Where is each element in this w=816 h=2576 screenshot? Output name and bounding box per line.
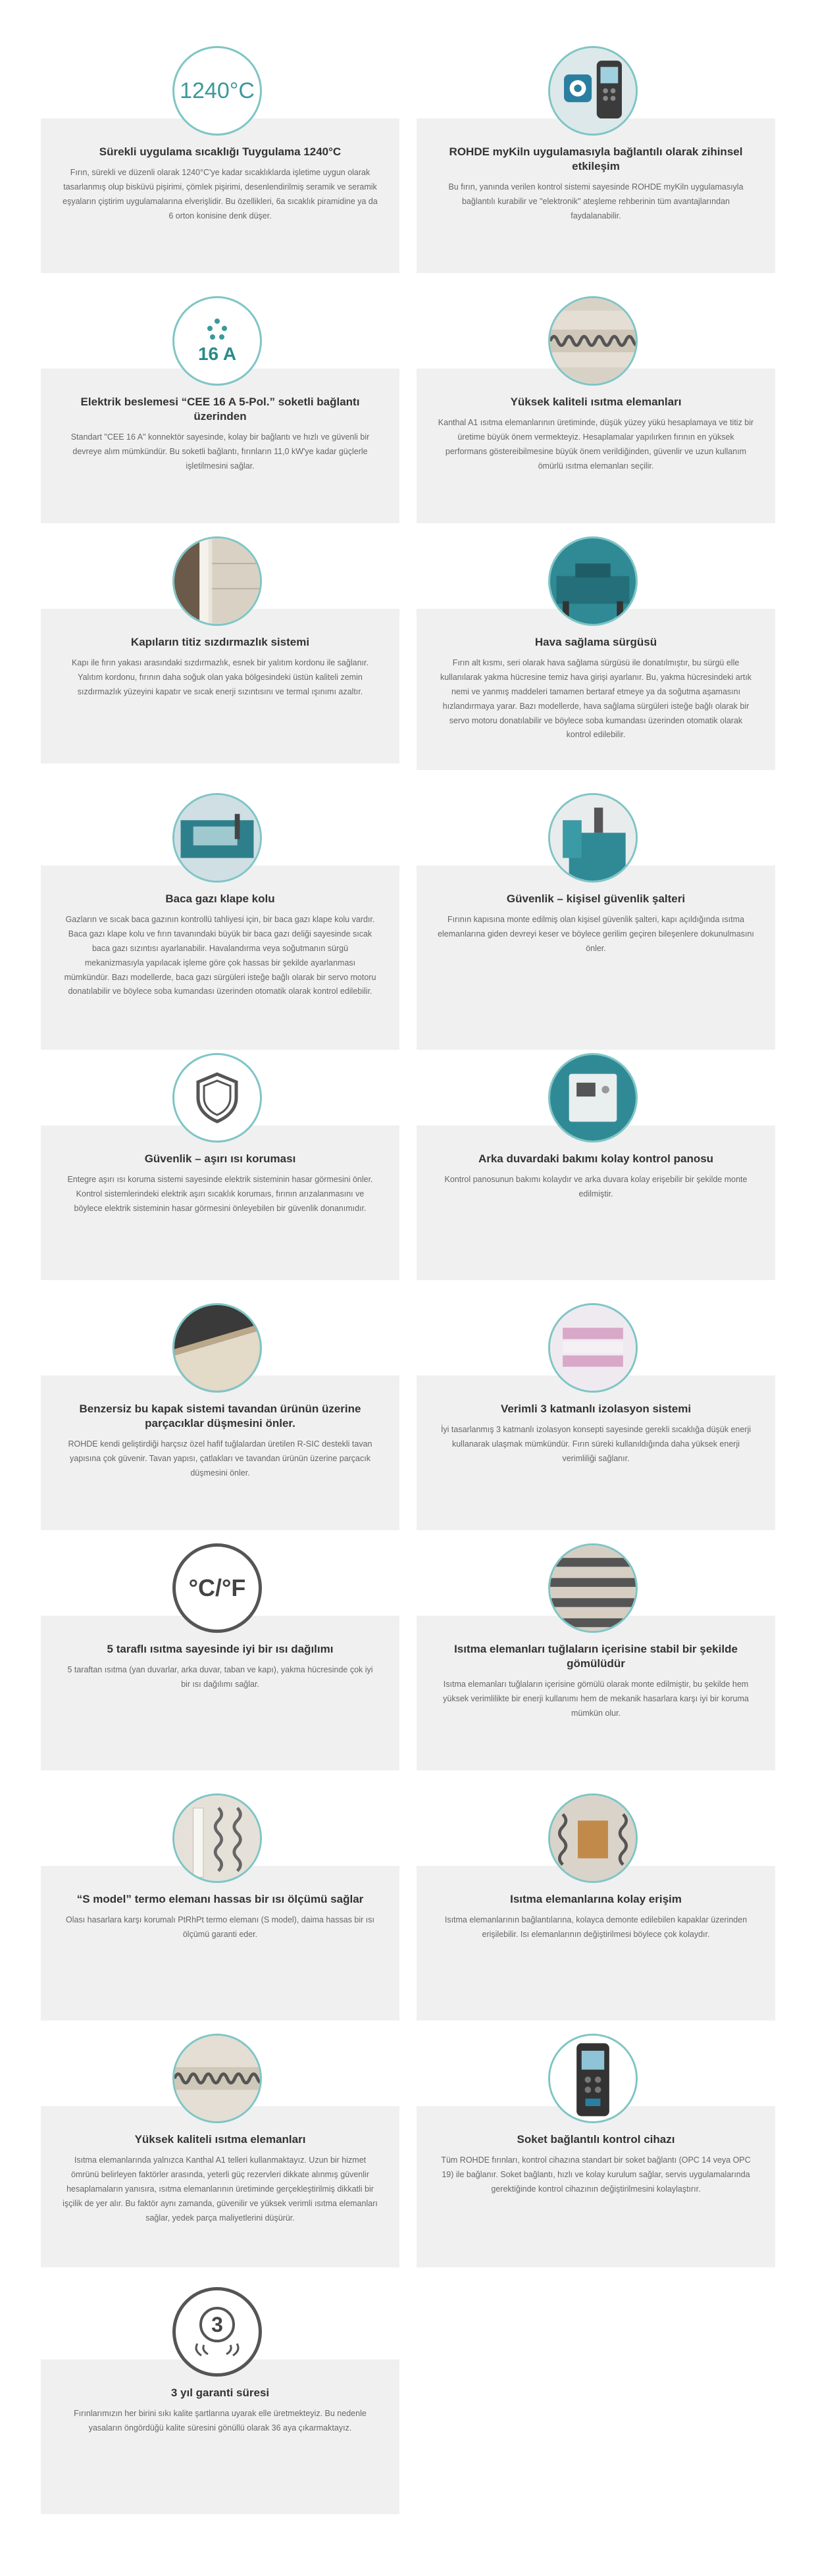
- temperature-1240-icon: [172, 46, 262, 136]
- feature-text: Bu fırın, yanında verilen kontrol sistemi sayesinde ROHDE myKiln uygulamasıyla bağlantılı kurabilir ve "elektronik" ateşleme rehberinin tüm avantajlarından faydalanabilir.: [448, 182, 744, 220]
- warranty-3-icon: [172, 2287, 262, 2377]
- feature-title: Arka duvardaki bakımı kolay kontrol panosu: [478, 1152, 714, 1165]
- feature-text: Standart "CEE 16 A" konnektör sayesinde, kolay bir bağlantı ve hızlı ve güvenli bir devreye alım mümkündür. Bu soketli bağlantı, fırınların 11,0 kW'ye kadar güçlerle işletilmesini sağlar.: [70, 432, 370, 471]
- icon-text: 3: [211, 2312, 223, 2336]
- icon-text: 16 A: [197, 344, 237, 364]
- controller-device-image: [550, 2036, 636, 2121]
- icon-text: 1240°C: [180, 78, 255, 103]
- feature-title: Hava sağlama sürgüsü: [534, 636, 657, 648]
- feature-title: Baca gazı klape kolu: [165, 892, 275, 905]
- element-access-icon: [548, 1793, 638, 1883]
- plug-16a-icon: [172, 296, 262, 386]
- feature-card-insulation: [417, 1376, 775, 1530]
- warranty-number-badge: [199, 2307, 235, 2342]
- heating-coil-image: [550, 298, 636, 384]
- shield-shape: [194, 1071, 240, 1124]
- feature-text: Kanthal A1 ısıtma elemanlarının üretiminde, düşük yüzey yükü hesaplamaya ve titiz bir üretime büyük önem vermekteyiz. Hesaplamalar yapılırken fırının en yüksek performans göstereibilmesine büyük önem verildiğinden, güvenlir ve uzun kullanım ömürlü ısıtma elemanları seçilir.: [438, 418, 754, 471]
- feature-card-heating-elements: [417, 369, 775, 523]
- feature-text: Fırın alt kısmı, seri olarak hava sağlama sürgüsü ile donatılmıştır, bu sürgü elle kullanılarak yakma hücresine temiz hava girişi ayarlanır. Bu, yakma hücresindeki artık nemi ve yanmış maddeleri tamamen bertaraf etmeye ya da soğutma aşamasını hızlandırmaya yarar. Bazı modellerde, hava sağlama sürgüleri isteğe bağlı olarak bir servo motoru donatılabilir ve böylece soba kumandası üzerinden otomatik olarak kontrol edilebilir.: [440, 658, 752, 740]
- flue-lever-icon: [172, 793, 262, 883]
- insulation-layers-image: [550, 1305, 636, 1391]
- heating-coil-icon: [172, 2034, 262, 2123]
- feature-title: Verimli 3 katmanlı izolasyon sistemi: [500, 1403, 692, 1415]
- feature-card-door-seal: [41, 609, 399, 763]
- feature-text: Tüm ROHDE fırınları, kontrol cihazına standart bir soket bağlantı (OPC 14 veya OPC 19) ile bağlanır. Soket bağlantı, hızlı ve kolay kurulum sağlar, servis uygulamalarında gerektiğinde kontrol cihazının değiştirilmesini kolaylaştırır.: [441, 2155, 751, 2194]
- feature-card-power-supply: [41, 369, 399, 523]
- feature-title: Kapıların titiz sızdırmazlık sistemi: [130, 636, 310, 648]
- control-panel-icon: [548, 1053, 638, 1143]
- feature-title: 5 taraflı ısıtma sayesinde iyi bir ısı dağılımı: [107, 1643, 334, 1655]
- feature-title: Yüksek kaliteli ısıtma elemanları: [510, 396, 682, 408]
- feature-card-lid-system: [41, 1376, 399, 1530]
- shield-icon: [172, 1053, 262, 1143]
- heating-coil-icon: [548, 296, 638, 386]
- feature-card-overheat-protection: [41, 1125, 399, 1280]
- controller-device-icon: [548, 2034, 638, 2123]
- feature-title: Güvenlik – aşırı ısı koruması: [144, 1152, 296, 1165]
- feature-card-control-panel: [417, 1125, 775, 1280]
- feature-text: İyi tasarlanmış 3 katmanlı izolasyon konsepti sayesinde gerekli sıcaklığa düşük enerji kullanarak ulaşmak mümkündür. Fırın süreki kullanıldığında daha yüksek enerji verimliliği sağlanır.: [440, 1425, 752, 1463]
- feature-text: 5 taraftan ısıtma (yan duvarlar, arka duvar, taban ve kapı), yakma hücresinde çok iyi bir ısı dağılımı sağlar.: [67, 1665, 373, 1689]
- door-seal-icon: [172, 536, 262, 626]
- icon-text: °C/°F: [188, 1574, 246, 1601]
- feature-card-thermocouple: [41, 1866, 399, 2021]
- feature-title: Yüksek kaliteli ısıtma elemanları: [134, 2133, 306, 2146]
- feature-text: Olası hasarlara karşı korumalı PtRhPt termo elemanı (S model), daima hassas bir ısı ölçümü garanti eder.: [66, 1915, 374, 1939]
- lid-system-image: [174, 1305, 260, 1391]
- feature-card-element-access: [417, 1866, 775, 2021]
- feature-title: Elektrik beslemesi “CEE 16 A 5-Pol.” soketli bağlantı üzerinden: [80, 396, 360, 423]
- feature-card-five-side-heating: [41, 1616, 399, 1770]
- feature-title: Sürekli uygulama sıcaklığı Tuygulama 1240°C: [99, 145, 342, 158]
- feature-text: Fırınlarımızın her birini sıkı kalite şartlarına uyarak elle üretmekteyiz. Bu nedenle yasaların öngördüğü kalite süresini gönüllü olarak 36 aya çıkarmaktayız.: [74, 2409, 367, 2433]
- feature-text: ROHDE kendi geliştirdiği harçsız özel hafif tuğlalardan üretilen R-SIC destekli tavan yapısına çok güvenir. Tavan yapısı, çatlakları ve tavandan ürünün üzerine parçacık düşmesini önler.: [68, 1439, 372, 1478]
- insulation-layers-icon: [548, 1303, 638, 1393]
- thermocouple-icon: [172, 1793, 262, 1883]
- celsius-fahrenheit-icon: [172, 1543, 262, 1633]
- lid-system-icon: [172, 1303, 262, 1393]
- feature-title: “S model” termo elemanı hassas bir ısı ölçümü sağlar: [76, 1893, 364, 1905]
- feature-text: Kapı ile fırın yakası arasındaki sızdırmazlık, esnek bir yalıtım kordonu ile sağlanır. Yalıtım kordonu, fırının daha soğuk olan yaka bölgesindeki üstün kaliteli zemin sızdırmazlık yüzeyini kapatır ve sıcak enerji sızıntısını ve termal ışınımı azaltır.: [72, 658, 369, 696]
- feature-card-controller-device: [417, 2106, 775, 2267]
- app-controller-image: [550, 48, 636, 134]
- embedded-elements-image: [550, 1545, 636, 1631]
- control-panel-image: [550, 1055, 636, 1141]
- feature-card-safety-switch: [417, 865, 775, 1050]
- door-seal-image: [174, 538, 260, 624]
- feature-card-warranty: [41, 2359, 399, 2514]
- feature-title: Isıtma elemanlarına kolay erişim: [510, 1893, 682, 1905]
- feature-text: Entegre aşırı ısı koruma sistemi sayesinde elektrik sisteminin hasar görmesini önler. Kontrol sistemlerindeki elektrik aşırı sıcaklık korumaıs, fırının arızalanmasını ve böylece elektrik sisteminin hasar görmesini önleyebilen bir güvenlik donanımıdır.: [67, 1175, 373, 1213]
- feature-text: Isıtma elemanlarının bağlantılarına, kolayca demonte edilebilen kapaklar üzerinden erişilebilir. Isı elemanlarının değiştirilmesi böylece çok kolaydır.: [444, 1915, 748, 1939]
- feature-title: 3 yıl garanti süresi: [170, 2386, 270, 2399]
- plug-pins-icon: [204, 317, 230, 344]
- feature-title: Benzersiz bu kapak sistemi tavandan ürünün üzerine parçacıklar düşmesini önler.: [79, 1403, 361, 1430]
- feature-card-mykiln: [417, 118, 775, 273]
- feature-text: Kontrol panosunun bakımı kolaydır ve arka duvara kolay erişebilir bir şekilde monte edilmiştir.: [444, 1175, 748, 1198]
- embedded-elements-icon: [548, 1543, 638, 1633]
- feature-title: Güvenlik – kişisel güvenlik şalteri: [506, 892, 686, 905]
- feature-title: Isıtma elemanları tuğlaların içerisine stabil bir şekilde gömülüdür: [454, 1643, 738, 1670]
- feature-text: Isıtma elemanları tuğlaların içerisine gömülü olarak monte edilmiştir, bu şekilde hem yüksek verimlilikte bir enerji kullanımı hem de mekanik hasarlara karşı iyi bir koruma mümkün olur.: [443, 1680, 749, 1718]
- feature-text: Gazların ve sıcak baca gazının kontrollü tahliyesi için, bir baca gazı klape kolu vardır. Baca gazı klape kolu ve fırın tavanındaki büyük bir baca gazı deliği sayesinde sıcak baca gazı sızıntısı ayarlanabilir. Havalandırma veya soğutmanın sürgü mekanizmasıyla yapılacak işleme göre çok hassas bir şekilde ayarlanması mümkündür. Bazı modellerde, baca gazı sürgüleri isteğe bağlı olarak bir servo motoru donatılabilir ve böylece soba kumandası üzerinden otomatik olarak kontrol edilebilir.: [64, 915, 376, 996]
- flue-lever-image: [174, 795, 260, 881]
- feature-card-air-slider: [417, 609, 775, 770]
- feature-card-embedded-elements: [417, 1616, 775, 1770]
- feature-text: Isıtma elemanlarında yalnızca Kanthal A1 telleri kullanmaktayız. Uzun bir hizmet ömrünü belirleyen faktörler arasında, yeterli güç rezervleri dikkate alınmış güvenlir hesaplamaların yanısıra, ısıtma elemanlarının üretiminde gerçekleştirilmiş dikkatli bir işçilik de yer alır. Bu faktör aynı zamanda, güvenilir ve yüksek verimli ısıtma elemanları sağlar, yedek parça maliyetlerini düşürür.: [63, 2155, 378, 2223]
- feature-card-temperature: [41, 118, 399, 273]
- air-slider-icon: [548, 536, 638, 626]
- thermocouple-image: [174, 1795, 260, 1881]
- feature-card-flue-lever: [41, 865, 399, 1050]
- safety-switch-icon: [548, 793, 638, 883]
- feature-title: ROHDE myKiln uygulamasıyla bağlantılı olarak zihinsel etkileşim: [449, 145, 743, 173]
- laurel-icon: [191, 2342, 243, 2357]
- air-slider-image: [550, 538, 636, 624]
- safety-switch-image: [550, 795, 636, 881]
- feature-text: Fırının kapısına monte edilmiş olan kişisel güvenlik şalteri, kapı açıldığında ısıtma elemanlarına giden devreyi keser ve böylece gerilim geçiren bileşenlere dokunulmasını önler.: [438, 915, 754, 953]
- element-access-image: [550, 1795, 636, 1881]
- feature-card-heating-elements-2: [41, 2106, 399, 2267]
- heating-coil-image: [174, 2036, 260, 2121]
- feature-text: Fırın, sürekli ve düzenli olarak 1240°C'ye kadar sıcaklıklarda işletime uygun olarak tasarlanmış olup bisküvü pişirimi, çömlek pişirimi, desenlendirilmiş seramik ve seramik eşyaların çiştirim uygulamalarına elverişlidir. Bu özellikleri, 6a sıcaklık piramidine ya da 6 orton konisine denk düşer.: [63, 168, 378, 220]
- feature-title: Soket bağlantılı kontrol cihazı: [517, 2133, 675, 2146]
- app-controller-icon: [548, 46, 638, 136]
